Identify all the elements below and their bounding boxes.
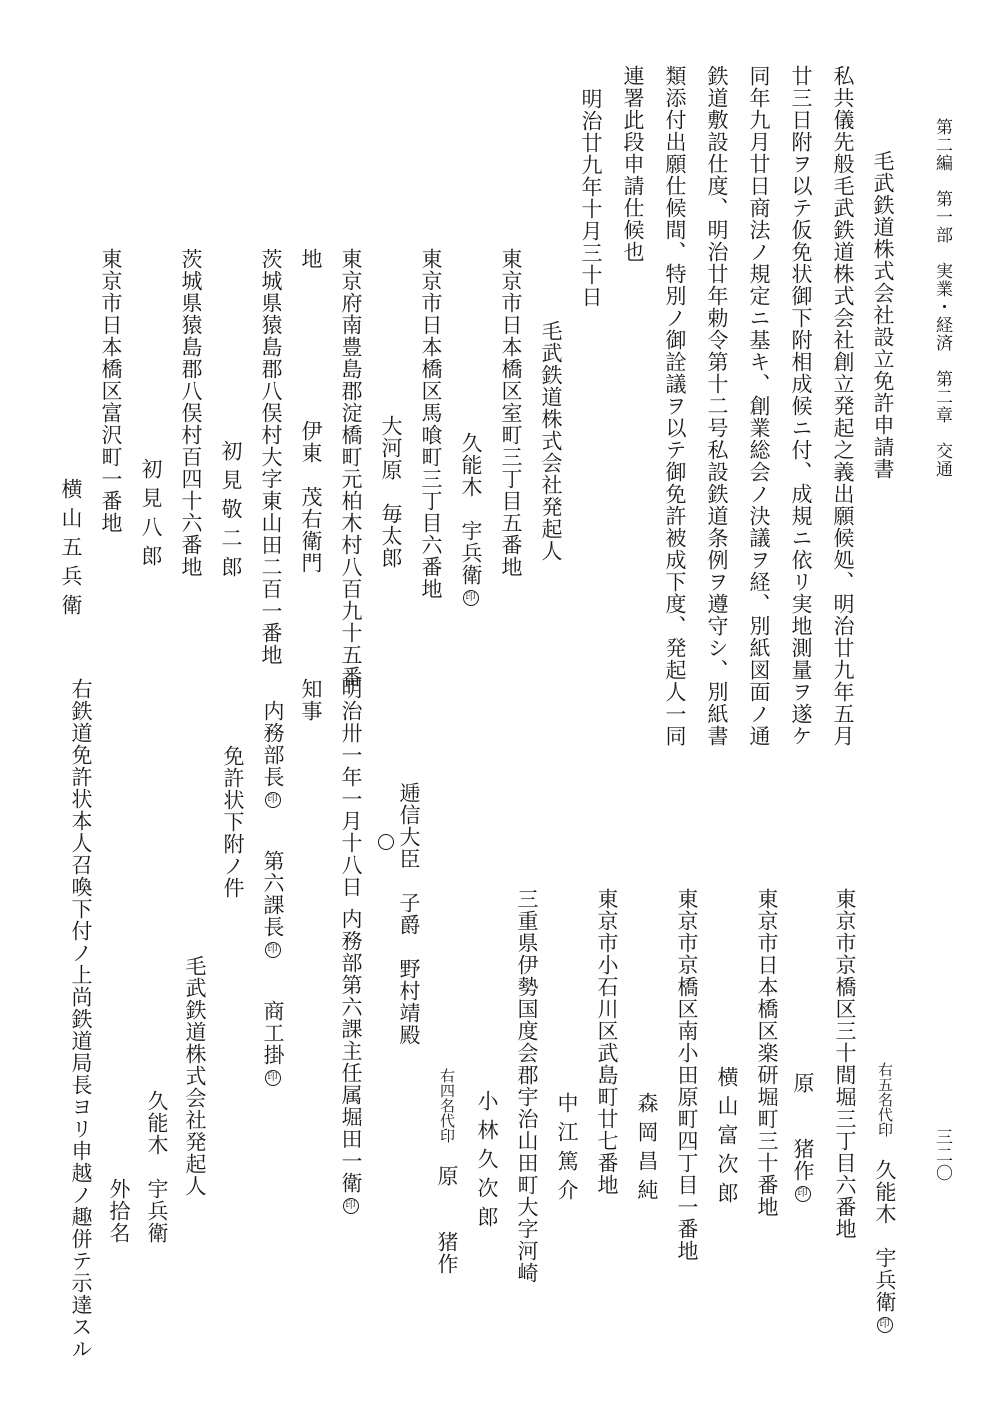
seal-icon: 印 <box>265 942 281 958</box>
memo-person: 久能木 宇兵衛 <box>145 1090 169 1244</box>
promoter-name: 大河原 毎太郎 <box>379 415 403 569</box>
promoter-name: 横山富次郎 <box>715 1066 739 1211</box>
promoter-name: 森岡昌純 <box>635 1092 659 1208</box>
body-line-5: 類添付出願仕候間、特別ノ御詮議ヲ以テ御免許被成下度、発起人一同 <box>663 65 687 747</box>
proxy-signature: 右四名代印 原 猪作 <box>435 1068 459 1275</box>
body-line-6: 連署此段申請仕候也 <box>621 65 645 263</box>
promoter-address: 東京府南豊島郡淀橋町元柏木村八百九十五番 <box>339 248 363 688</box>
promoter-name: 初見敬二郎 <box>219 440 243 585</box>
promoter-address: 東京市日本橋区楽研堀町三十番地 <box>755 888 779 1218</box>
promoter-address: 茨城県猿島郡八俣村百四十六番地 <box>179 248 203 578</box>
approval-stamp: 商工掛印 <box>262 1000 283 1090</box>
promoter-name: 横山五兵衛 <box>59 478 83 623</box>
document-title: 毛武鉄道株式会社設立免許申請書 <box>871 150 895 480</box>
seal-icon: 印 <box>343 1198 359 1214</box>
promoter-name: 久能木 宇兵衛印 <box>460 432 481 610</box>
promoter-address: 東京市小石川区武島町廿七番地 <box>595 888 619 1196</box>
promoters-heading: 毛武鉄道株式会社発起人 <box>539 320 563 562</box>
memo-governor: 知事 <box>299 678 323 722</box>
promoter-address: 東京市京橋区南小田原町四丁目一番地 <box>675 888 699 1262</box>
proxy-signature: 右五名代印 久能木 宇兵衛印 <box>874 1062 895 1337</box>
promoter-name: 小林久次郎 <box>475 1090 499 1235</box>
body-line-4: 鉄道敷設仕度、明治廿年勅令第十二号私設鉄道条例ヲ遵守シ、別紙書 <box>705 65 729 747</box>
promoter-address-cont: 地 <box>299 248 323 270</box>
promoter-address: 東京市京橋区三十間堀三丁目六番地 <box>833 888 857 1240</box>
memo-date: 明治卅一年一月十八日 <box>339 678 363 898</box>
running-head: 第二編 第一部 実業・経済 第二章 交通 <box>932 118 952 478</box>
memo-others: 外拾名 <box>107 1178 131 1244</box>
addressee: 逓信大臣 子爵 野村靖殿 <box>397 782 421 1046</box>
body-line-2: 廿三日附ヲ以テ仮免状御下附相成候ニ付、成規ニ依リ実地測量ヲ遂ケ <box>789 65 813 747</box>
promoter-name: 初見八郎 <box>139 458 163 574</box>
memo-company: 毛武鉄道株式会社発起人 <box>183 955 207 1197</box>
seal-icon: 印 <box>795 1186 811 1202</box>
seal-icon: 印 <box>265 1070 281 1086</box>
body-line-1: 私共儀先般毛武鉄道株式会社創立発起之義出願候処、明治廿九年五月 <box>831 65 855 747</box>
promoter-address: 東京市日本橋区富沢町一番地 <box>99 248 123 534</box>
page-number: 三二〇 <box>932 1128 952 1182</box>
promoter-address: 東京市日本橋区室町三丁目五番地 <box>499 248 523 578</box>
seal-icon: 印 <box>463 590 479 606</box>
promoter-address: 東京市日本橋区馬喰町三丁目六番地 <box>419 248 443 600</box>
promoter-name: 中江篤介 <box>555 1092 579 1208</box>
promoter-name: 伊東 茂右衛門 <box>299 420 323 574</box>
seal-icon: 印 <box>265 792 281 808</box>
approval-stamp: 第六課長印 <box>262 850 283 962</box>
memo-title: 免許状下附ノ件 <box>221 745 245 899</box>
seal-icon: 印 <box>877 1317 893 1333</box>
approval-stamp: 内務部長印 <box>262 700 283 812</box>
promoter-address: 三重県伊勢国度会郡宇治山田町大字河崎 <box>515 888 539 1284</box>
circle-mark-icon <box>378 834 394 850</box>
memo-body: 右鉄道免許状本人召喚下付ノ上尚鉄道局長ヨリ申越ノ趣併テ示達スル <box>69 678 93 1360</box>
body-line-3: 同年九月廿日商法ノ規定ニ基キ、創業総会ノ決議ヲ経、別紙図面ノ通 <box>747 65 771 747</box>
application-date: 明治廿九年十月三十日 <box>579 88 603 308</box>
promoter-address: 茨城県猿島郡八俣村大字東山田二百一番地 <box>259 248 283 666</box>
memo-drafter: 内務部第六課主任属堀田一衛印 <box>340 908 361 1218</box>
promoter-name: 原 猪作印 <box>792 1072 813 1206</box>
